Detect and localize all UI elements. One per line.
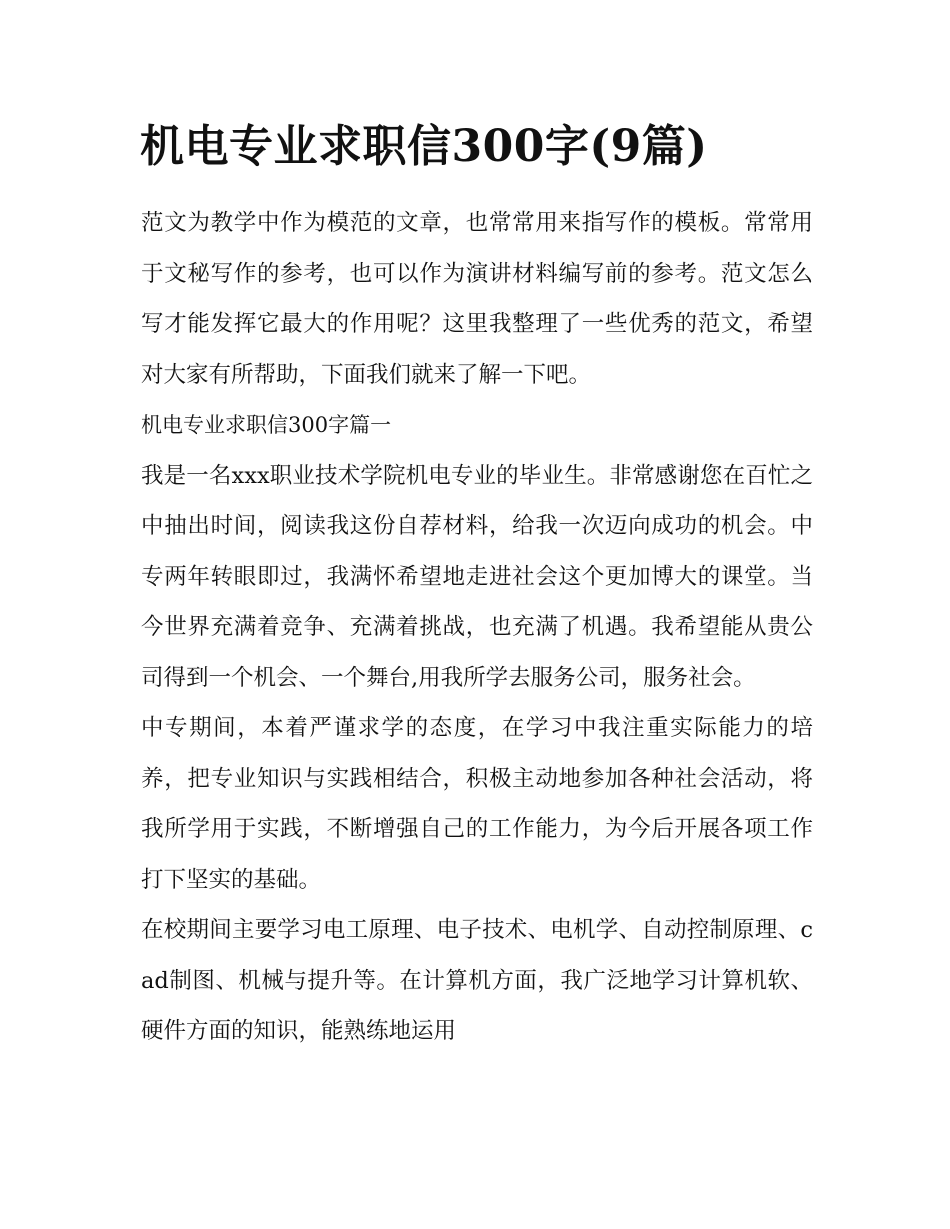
body-paragraph-3: 在校期间主要学习电工原理、电子技术、电机学、自动控制原理、cad制图、机械与提升等。在计算机方面，我广泛地学习计算机软、硬件方面的知识，能熟练地运用 bbox=[141, 917, 813, 1044]
document-body bbox=[141, 198, 813, 1057]
intro-paragraph: 范文为教学中作为模范的文章，也常常用来指写作的模板。常常用于文秘写作的参考，也可以作为演讲材料编写前的参考。范文怎么写才能发挥它最大的作用呢？这里我整理了一些优秀的范文，希望对大家有所帮助，下面我们就来了解一下吧。 bbox=[141, 210, 813, 388]
document-title: 机电专业求职信300字(9篇) bbox=[140, 121, 708, 172]
body-paragraph-2: 中专期间，本着严谨求学的态度，在学习中我注重实际能力的培养，把专业知识与实践相结合，积极主动地参加各种社会活动，将我所学用于实践，不断增强自己的工作能力，为今后开展各项工作打下坚实的基础。 bbox=[141, 715, 813, 893]
body-paragraph-1: 我是一名xxx职业技术学院机电专业的毕业生。非常感谢您在百忙之中抽出时间，阅读我这份自荐材料，给我一次迈向成功的机会。中专两年转眼即过，我满怀希望地走进社会这个更加博大的课堂。当今世界充满着竞争、充满着挑战，也充满了机遇。我希望能从贵公司得到一个机会、一个舞台,用我所学去服务公司，服务社会。 bbox=[141, 462, 813, 691]
section-heading: 机电专业求职信300字篇一 bbox=[141, 413, 392, 437]
